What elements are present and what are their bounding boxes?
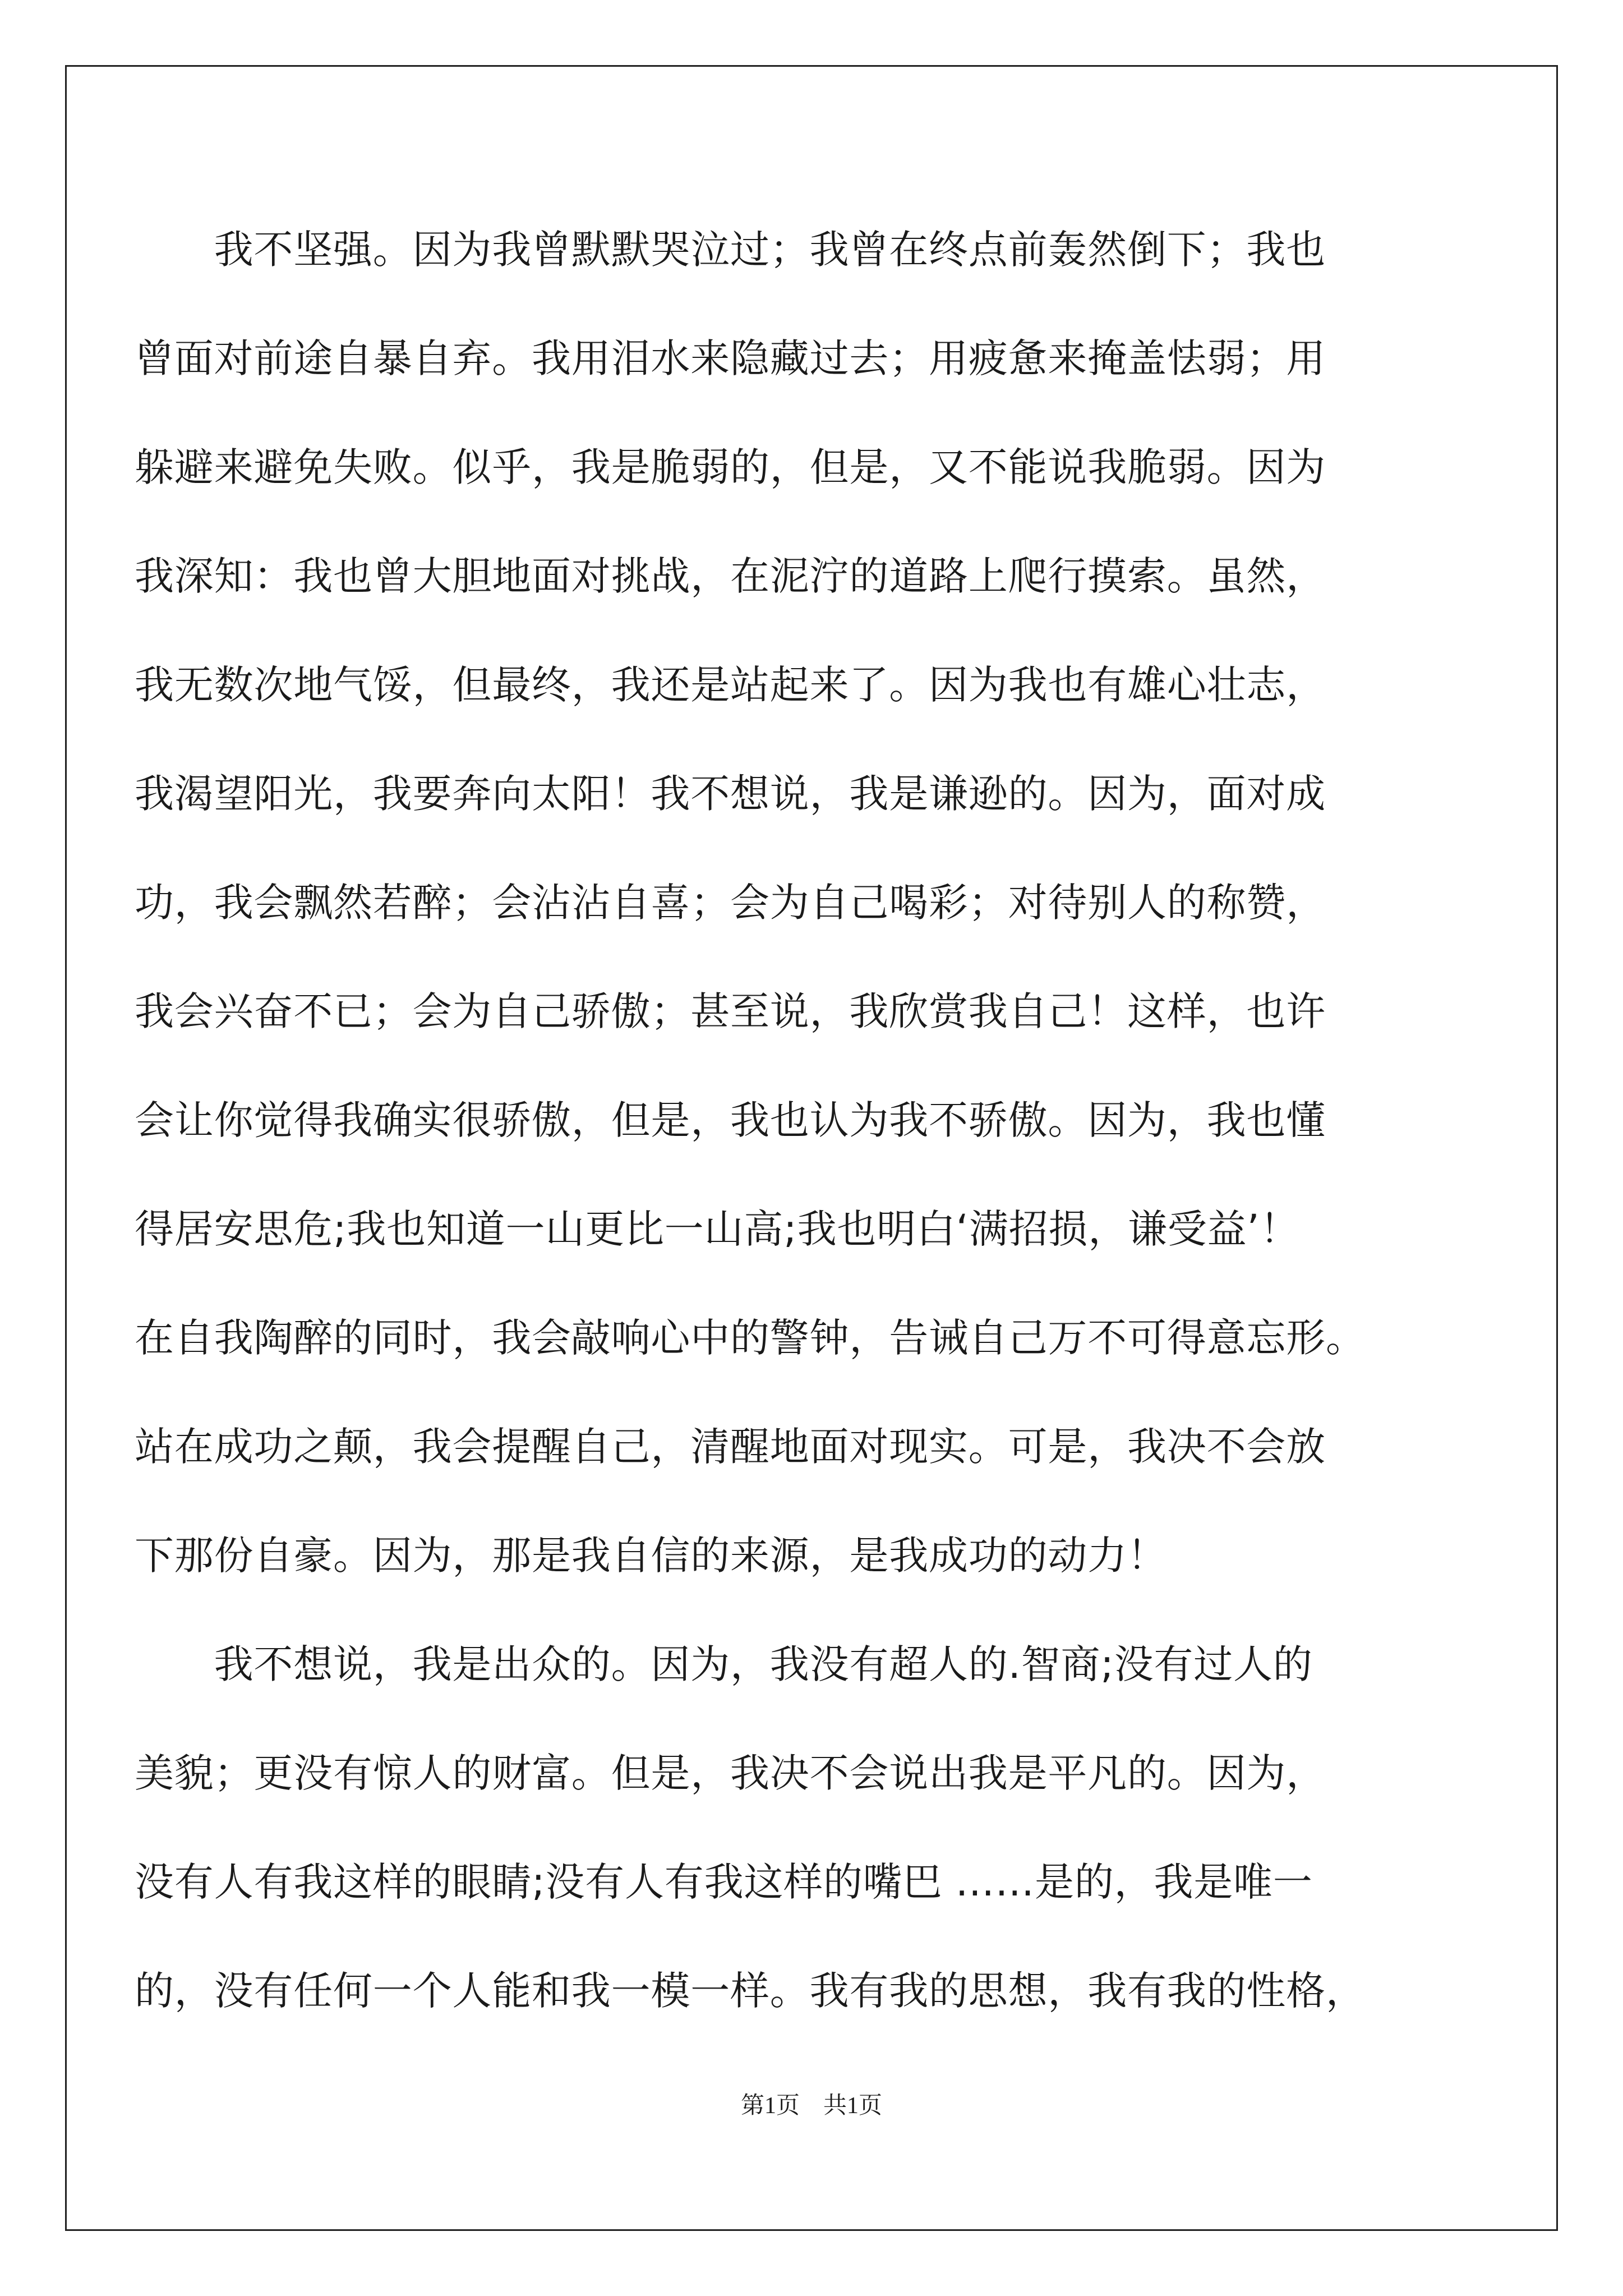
text-line: 美貌；更没有惊人的财富。但是，我决不会说出我是平凡的。因为， — [135, 1750, 1326, 1796]
text-line: 站在成功之颠，我会提醒自己，清醒地面对现实。可是，我决不会放 — [135, 1424, 1326, 1470]
text-line: 会让你觉得我确实很骄傲，但是，我也认为我不骄傲。因为，我也懂 — [135, 1097, 1326, 1143]
text-line: 曾面对前途自暴自弃。我用泪水来隐藏过去；用疲惫来掩盖怯弱；用 — [135, 335, 1326, 381]
text-line: 得居安思危;我也知道一山更比一山高;我也明白‘满招损，谦受益’！ — [135, 1206, 1300, 1252]
text-line: 我不坚强。因为我曾默默哭泣过；我曾在终点前轰然倒下；我也 — [135, 227, 1326, 273]
text-line: 我无数次地气馁，但最终，我还是站起来了。因为我也有雄心壮志， — [135, 662, 1326, 708]
text-line: 没有人有我这样的眼睛;没有人有我这样的嘴巴 ……是的，我是唯一 — [135, 1859, 1313, 1905]
page-number-footer: 第1页 共1页 — [740, 2093, 882, 2119]
text-line: 下那份自豪。因为，那是我自信的来源，是我成功的动力！ — [135, 1533, 1167, 1579]
text-line: 我深知：我也曾大胆地面对挑战，在泥泞的道路上爬行摸索。虽然， — [135, 553, 1326, 599]
text-line: 在自我陶醉的同时，我会敲响心中的警钟，告诫自己万不可得意忘形。 — [135, 1315, 1366, 1361]
text-line: 我渴望阳光，我要奔向太阳！我不想说，我是谦逊的。因为，面对成 — [135, 771, 1326, 817]
text-line: 功，我会飘然若醉；会沾沾自喜；会为自己喝彩；对待别人的称赞， — [135, 880, 1326, 926]
text-line: 我不想说，我是出众的。因为，我没有超人的.智商;没有过人的 — [135, 1641, 1313, 1687]
text-line: 躲避来避免失败。似乎，我是脆弱的，但是，又不能说我脆弱。因为 — [135, 444, 1326, 490]
text-line: 我会兴奋不已；会为自己骄傲；甚至说，我欣赏我自己！这样，也许 — [135, 988, 1326, 1034]
text-line: 的，没有任何一个人能和我一模一样。我有我的思想，我有我的性格， — [135, 1968, 1366, 2014]
